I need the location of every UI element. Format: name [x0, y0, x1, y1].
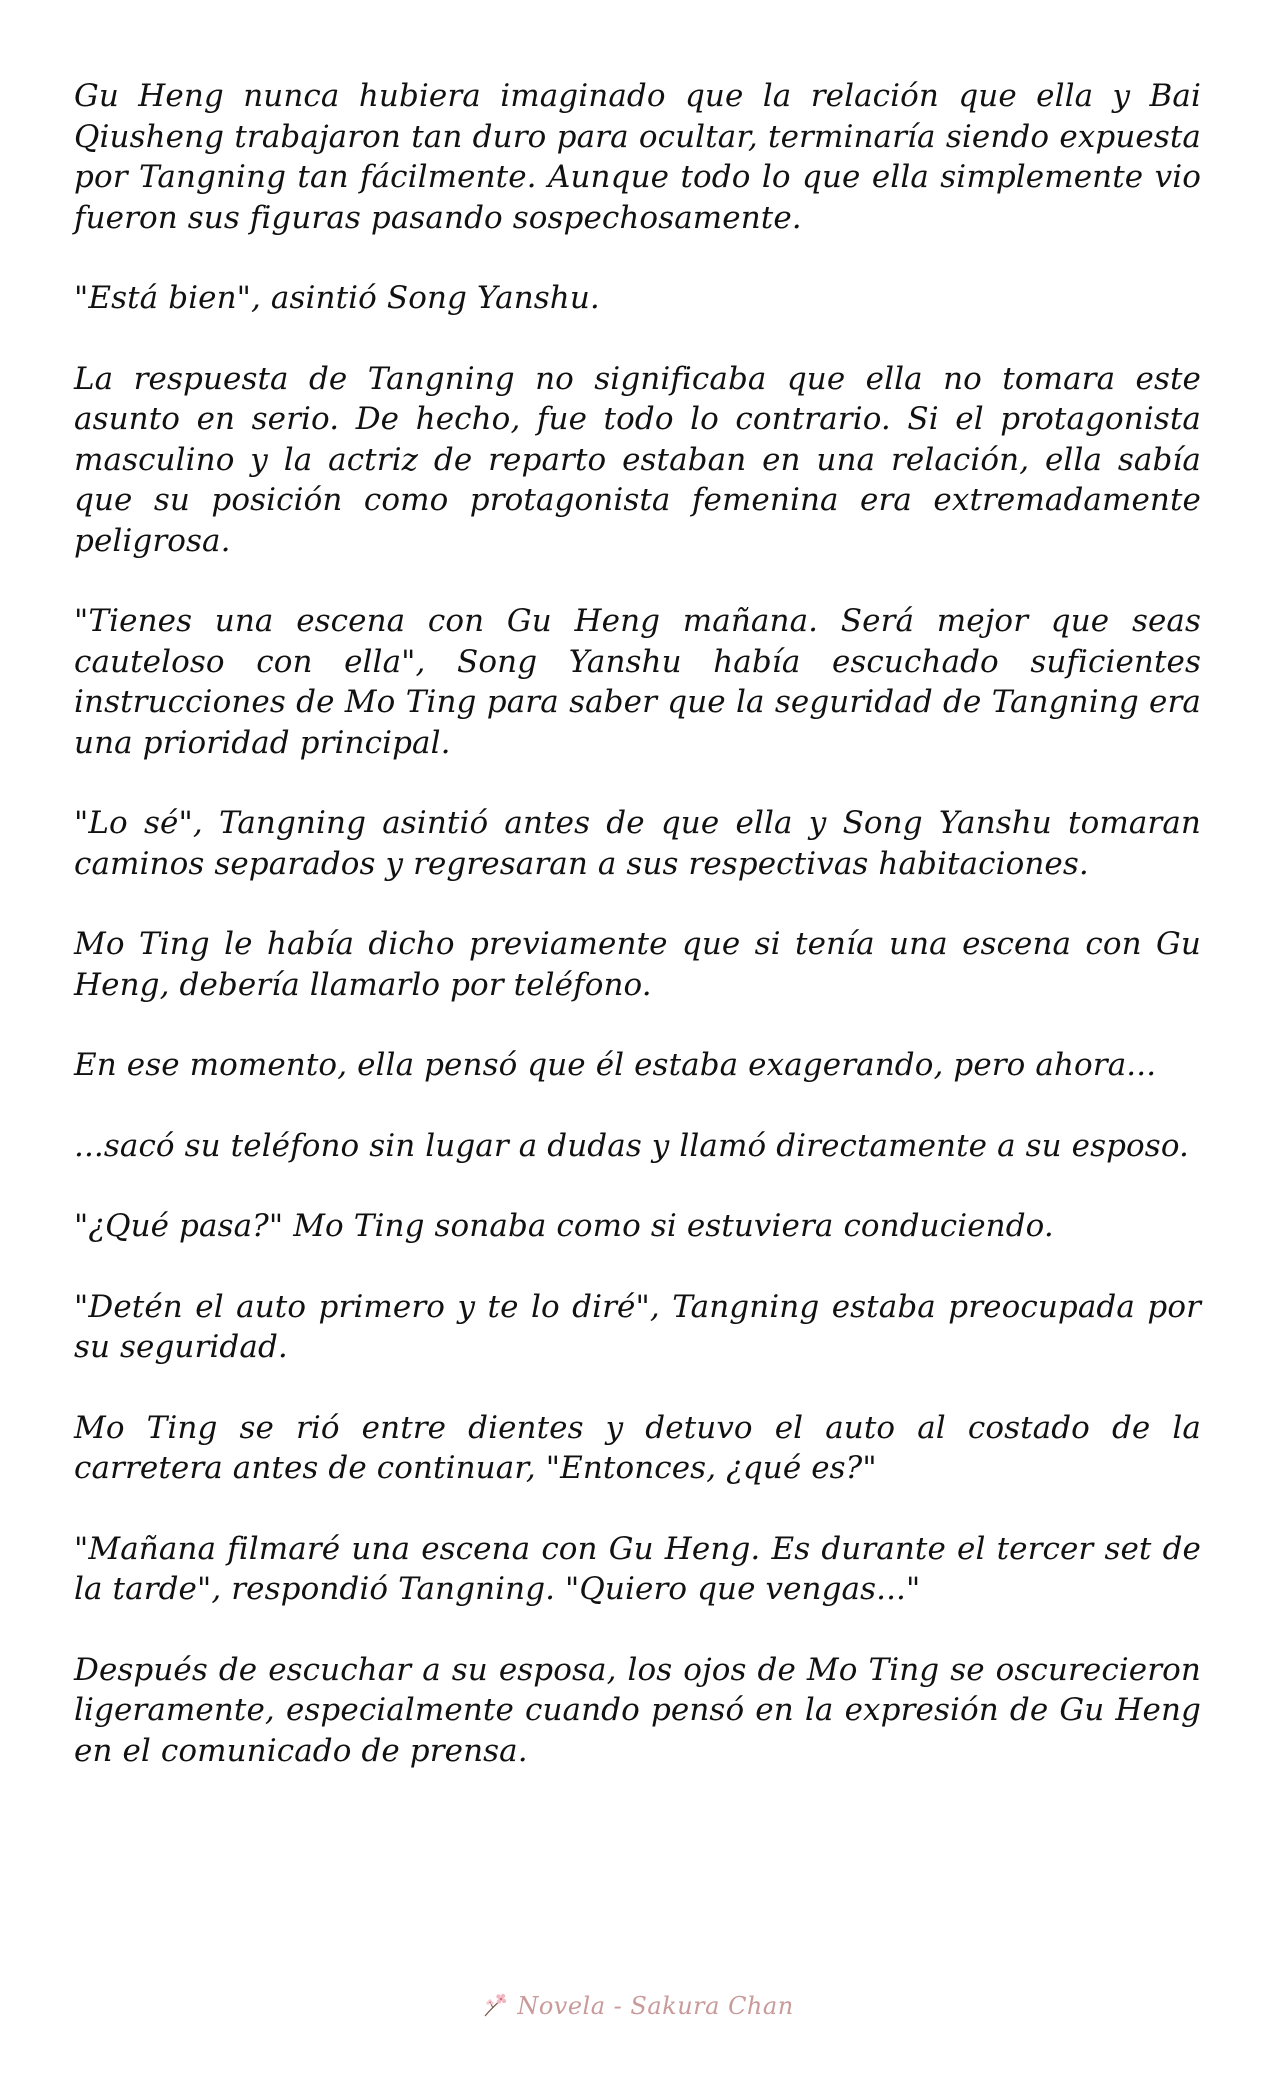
paragraph: Gu Heng nunca hubiera imaginado que la relación que ella y Bai Qiusheng trabajaron tan duro para ocultar, terminaría siendo expuesta por Tangning tan fácilmente. Aunque todo lo que ella simplemente vio fueron sus figuras pasando sospechosamente. — [74, 78, 1201, 236]
paragraph: "Tienes una escena con Gu Heng mañana. Será mejor que seas cauteloso con ella", Song Yanshu había escuchado suficientes instrucciones de Mo Ting para saber que la seguridad de Tangning era una prioridad principal. — [74, 603, 1201, 761]
paragraph: Mo Ting se rió entre dientes y detuvo el auto al costado de la carretera antes de continuar, "Entonces, ¿qué es?" — [74, 1409, 1201, 1486]
cherry-blossom-icon — [481, 1992, 509, 2020]
watermark-text: Novela - Sakura Chan — [517, 1992, 794, 2020]
watermark — [0, 1992, 1275, 2032]
paragraph: La respuesta de Tangning no significaba que ella no tomara este asunto en serio. De hecho, fue todo lo contrario. Si el protagonista masculino y la actriz de reparto estaban en una relación, ella sabía que su posición como protagonista femenina era extremadamente peligrosa. — [74, 360, 1201, 559]
chapter-text — [74, 76, 1201, 1811]
paragraph: "Lo sé", Tangning asintió antes de que ella y Song Yanshu tomaran caminos separados y regresaran a sus respectivas habitaciones. — [74, 805, 1201, 882]
paragraph: ...sacó su teléfono sin lugar a dudas y llamó directamente a su esposo. — [74, 1127, 1189, 1164]
paragraph: "Está bien", asintió Song Yanshu. — [74, 280, 600, 316]
paragraph: "¿Qué pasa?" Mo Ting sonaba como si estuviera conduciendo. — [74, 1208, 1054, 1244]
paragraph: Después de escuchar a su esposa, los ojos de Mo Ting se oscurecieron ligeramente, especialmente cuando pensó en la expresión de Gu Heng en el comunicado de prensa. — [74, 1651, 1201, 1769]
paragraph: "Mañana filmaré una escena con Gu Heng. Es durante el tercer set de la tarde", respondió Tangning. "Quiero que vengas..." — [74, 1530, 1201, 1607]
paragraph: En ese momento, ella pensó que él estaba exagerando, pero ahora... — [74, 1047, 1157, 1083]
paragraph: "Detén el auto primero y te lo diré", Tangning estaba preocupada por su seguridad. — [74, 1288, 1201, 1365]
paragraph: Mo Ting le había dicho previamente que si tenía una escena con Gu Heng, debería llamarlo por teléfono. — [74, 926, 1201, 1003]
